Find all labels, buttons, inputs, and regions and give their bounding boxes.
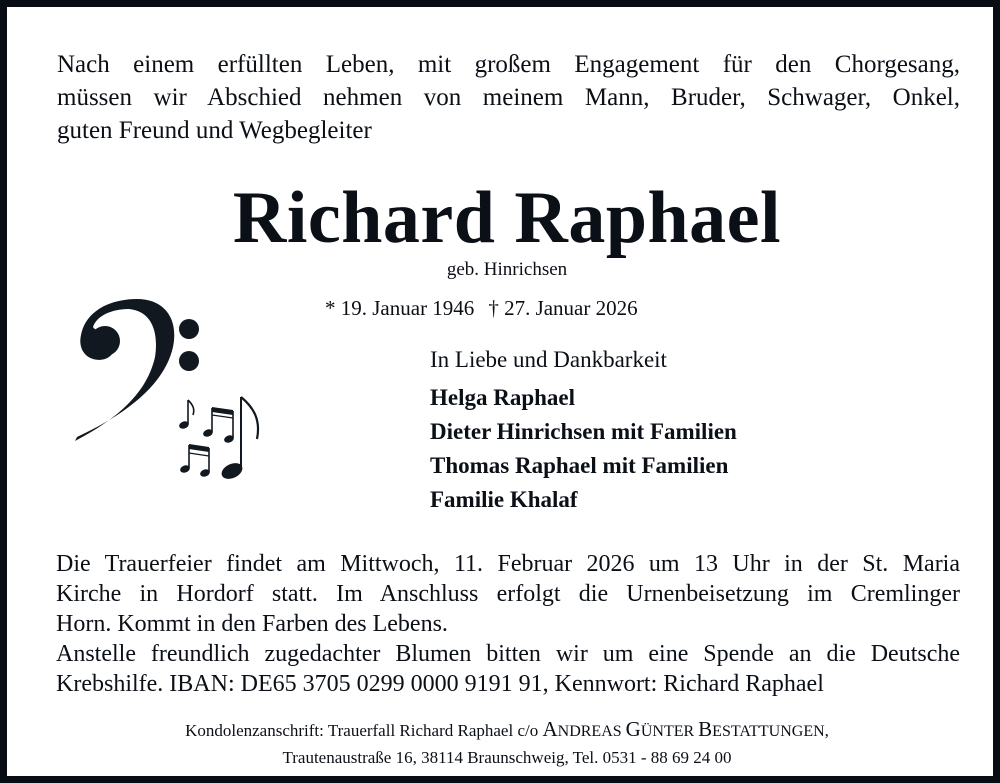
- service-line: Die Trauerfeier findet am Mittwoch, 11. Februar 2026 um 13 Uhr in der St. Maria: [56, 551, 960, 577]
- mourner-name: Thomas Raphael mit Familien: [430, 453, 729, 478]
- mourner-name: Dieter Hinrichsen mit Familien: [430, 419, 737, 444]
- intro-line: Nach einem erfüllten Leben, mit großem Engagement für den Chorgesang,: [57, 51, 960, 78]
- condolence-line-1: Kondolenzanschrift: Trauerfall Richard Raphael c/o ANDREAS GÜNTER BESTATTUNGEN,: [185, 717, 829, 741]
- donation-line: Krebshilfe. IBAN: DE65 3705 0299 0000 9191 91, Kennwort: Richard Raphael: [56, 671, 824, 697]
- death-date: † 27. Januar 2026: [488, 296, 638, 320]
- mourner-name: Helga Raphael: [430, 385, 576, 410]
- bass-clef-with-music-notes-icon: [67, 295, 277, 485]
- intro-line: müssen wir Abschied nehmen von meinem Mann, Bruder, Schwager, Onkel,: [57, 84, 960, 111]
- funeral-home-name: ANDREAS GÜNTER BESTATTUNGEN: [542, 717, 825, 741]
- condolence-line-2: Trautenaustraße 16, 38114 Braunschweig, Tel. 0531 - 88 69 24 00: [282, 748, 732, 767]
- service-line: Kirche in Hordorf statt. Im Anschluss erfolgt die Urnenbeisetzung im Cremlinger: [56, 581, 960, 607]
- mourner-name: Familie Khalaf: [430, 487, 578, 512]
- deceased-name: Richard Raphael: [232, 177, 782, 259]
- birth-name: geb. Hinrichsen: [446, 259, 568, 280]
- intro-paragraph: [57, 48, 960, 147]
- mourners-block: [430, 345, 737, 517]
- service-line: Horn. Kommt in den Farben des Lebens.: [56, 611, 448, 637]
- condolence-address: [7, 716, 1000, 771]
- life-dates: [325, 294, 638, 322]
- birth-date: * 19. Januar 1946: [325, 296, 475, 320]
- dedication-line: In Liebe und Dankbarkeit: [430, 347, 667, 372]
- donation-line: Anstelle freundlich zugedachter Blumen bitten wir um eine Spende an die Deutsche: [56, 641, 960, 667]
- intro-line: guten Freund und Wegbegleiter: [57, 117, 372, 144]
- service-details: [56, 549, 960, 699]
- condolence-prefix: Kondolenzanschrift: Trauerfall Richard Raphael c/o: [185, 721, 543, 740]
